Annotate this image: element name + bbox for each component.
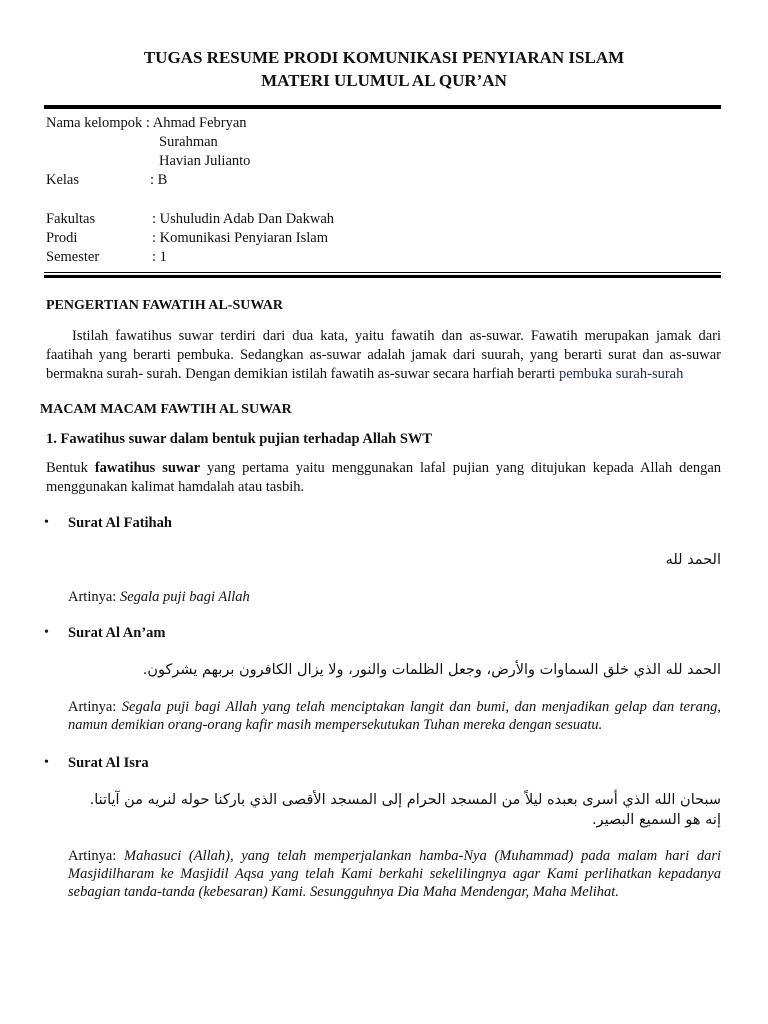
document-title-line2: MATERI ULUMUL AL QUR’AN <box>261 71 507 90</box>
translation-isra <box>68 847 721 901</box>
bullet-icon: • <box>44 625 49 640</box>
paragraph-bentuk-post: yang pertama yaitu menggunakan lafal pujian yang ditujukan kepada Allah dengan menggunakan kalimat hamdalah atau tasbih. <box>46 460 722 495</box>
subheading-pujian: 1. Fawatihus suwar dalam bentuk pujian terhadap Allah SWT <box>46 431 433 447</box>
paragraph-pengertian <box>46 327 721 384</box>
arabic-verse-anam: الحمد لله الذي خلق السماوات والأرض، وجعل الظلمات والنور، ولا يزال الكافرون بربهم يشركون. <box>142 662 721 678</box>
member-name-3: Havian Julianto <box>159 153 251 169</box>
faculty-value: : Ushuludin Adab Dan Dakwah <box>152 211 335 227</box>
class-label: Kelas <box>46 172 80 188</box>
translation-label: Artinya: <box>68 699 117 715</box>
translation-text: Segala puji bagi Allah yang telah menciptakan langit dan bumi, dan menjadikan gelap dan terang, namun demikian orang-orang kafir masih mempersekutukan Tuhan mereka dengan sesuatu. <box>68 699 722 733</box>
translation-anam <box>68 698 721 734</box>
header-divider-bottom-thick <box>44 275 721 278</box>
bullet-icon: • <box>44 755 49 770</box>
group-name-row <box>46 115 247 132</box>
translation-fatihah <box>68 588 721 606</box>
semester-label: Semester <box>46 249 100 265</box>
semester-value: : 1 <box>152 249 167 265</box>
translation-text: Segala puji bagi Allah <box>119 589 250 605</box>
paragraph-pengertian-text: Istilah fawatihus suwar terdiri dari dua kata, yaitu fawatih dan as-suwar. Fawatih merupakan jamak dari faatihah yang berarti pembuka. Sedangkan as-suwar adalah jamak dari suurah, yang berarti surat dan as-suwar bermakna surah- surah. Dengan demikian istilah fawatih as-suwar secara harfiah berarti <box>46 328 721 382</box>
translation-text: Mahasuci (Allah), yang telah memperjalankan hamba-Nya (Muhammad) pada malam hari dari Masjidilharam ke Masjidil Aqsa yang telah Kami berkahi sekelilingnya agar Kami perlihatkan kepadanya sebagian tanda-tanda (kebesaran) Kami. Sesungguhnya Dia Maha Mendengar, Maha Melihat. <box>68 848 722 900</box>
paragraph-bentuk <box>46 459 721 497</box>
arabic-verse-isra: سبحان الله الذي أسرى بعبده ليلاً من المسجد الحرام إلى المسجد الأقصى الذي باركنا حوله لنريه من آياتنا. إنه هو السميع البصير. <box>89 792 721 828</box>
faculty-label: Fakultas <box>46 211 96 227</box>
class-value: : B <box>150 172 168 188</box>
surah-title-fatihah: Surat Al Fatihah <box>68 515 172 531</box>
translation-label: Artinya: <box>68 589 117 605</box>
surah-title-anam: Surat Al An’am <box>68 625 166 641</box>
paragraph-bentuk-pre: Bentuk <box>46 460 88 476</box>
section-heading-macam: MACAM MACAM FAWTIH AL SUWAR <box>40 402 292 417</box>
member-name-1: Ahmad Febryan <box>152 115 247 131</box>
group-name-label: Nama kelompok <box>46 115 143 131</box>
document-title-line1: TUGAS RESUME PRODI KOMUNIKASI PENYIARAN ISLAM <box>143 48 625 67</box>
section-heading-pengertian: PENGERTIAN FAWATIH AL-SUWAR <box>46 298 284 313</box>
header-divider-bottom-thin <box>44 272 721 273</box>
group-name-separator: : <box>145 115 150 131</box>
bullet-icon: • <box>44 515 49 530</box>
paragraph-bentuk-bold: fawatihus suwar <box>94 460 201 476</box>
header-divider-top <box>44 105 721 109</box>
paragraph-pengertian-highlight: pembuka surah-surah <box>558 366 684 382</box>
program-value: : Komunikasi Penyiaran Islam <box>152 230 328 246</box>
program-label: Prodi <box>46 230 78 246</box>
member-name-2: Surahman <box>159 134 218 150</box>
surah-title-isra: Surat Al Isra <box>68 755 149 771</box>
arabic-verse-fatihah: الحمد لله <box>665 552 721 568</box>
translation-label: Artinya: <box>68 848 117 864</box>
